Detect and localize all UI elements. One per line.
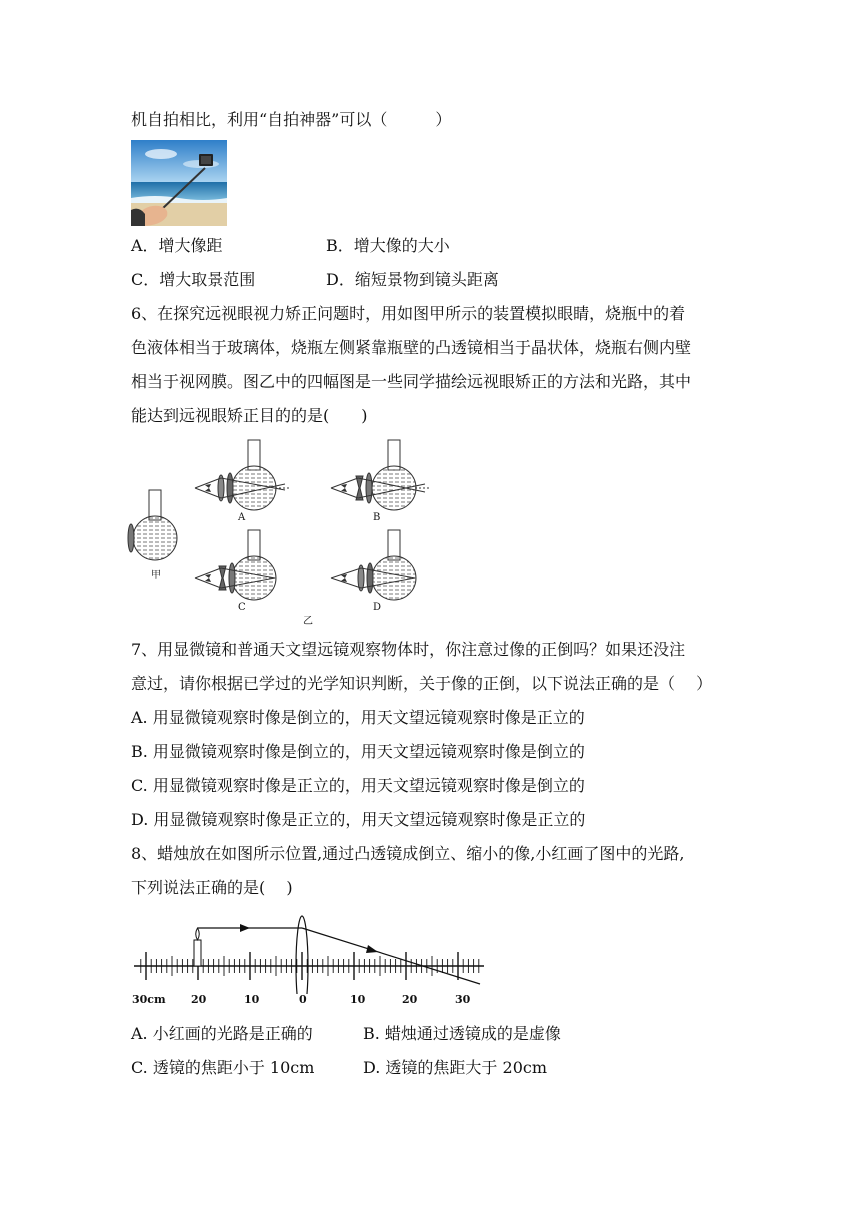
diagram-d — [331, 530, 416, 600]
arrow-incident — [240, 924, 250, 932]
label-yi: 乙 — [303, 616, 313, 627]
ruler-label-20-right: 20 — [402, 993, 418, 1006]
q5-option-c: C．增大取景范围 — [131, 270, 256, 289]
candle-lens-figure — [128, 914, 490, 1010]
eye-correction-figure — [125, 436, 445, 628]
q8-line-1: 8、蜡烛放在如图所示位置,通过凸透镜成倒立、缩小的像,小红画了图中的光路, — [131, 844, 685, 863]
label-b: B — [373, 512, 381, 523]
diagram-c — [195, 530, 276, 600]
q6-line-3: 相当于视网膜。图乙中的四幅图是一些同学描绘远视眼矫正的方法和光路，其中 — [131, 372, 692, 391]
ruler-label-10-right: 10 — [350, 993, 366, 1006]
optical-bench-diagram — [128, 914, 490, 994]
q7-option-c: C. 用显微镜观察时像是正立的，用天文望远镜观察时像是倒立的 — [131, 776, 585, 795]
ruler-label-30cm-left: 30cm — [132, 993, 166, 1006]
ruler-label-20-left: 20 — [191, 993, 207, 1006]
q7-option-d: D. 用显微镜观察时像是正立的，用天文望远镜观察时像是正立的 — [131, 810, 586, 829]
q6-line-1: 6、在探究远视眼视力矫正问题时，用如图甲所示的装置模拟眼睛，烧瓶中的着 — [131, 304, 686, 323]
label-a: A — [238, 512, 246, 523]
q8-line-2: 下列说法正确的是( ) — [131, 878, 293, 897]
selfie-stick-image — [131, 140, 227, 226]
label-d: D — [373, 602, 382, 613]
q5-option-a: A．增大像距 — [131, 236, 223, 255]
ruler-label-0: 0 — [299, 993, 307, 1006]
q8-option-c: C. 透镜的焦距小于 10cm — [131, 1058, 315, 1077]
diagram-a — [195, 440, 290, 510]
q7-option-b: B. 用显微镜观察时像是倒立的，用天文望远镜观察时像是倒立的 — [131, 742, 585, 761]
q7-option-a: A. 用显微镜观察时像是倒立的，用天文望远镜观察时像是正立的 — [131, 708, 585, 727]
q7-line-2: 意过，请你根据已学过的光学知识判断，关于像的正倒，以下说法正确的是（ ） — [131, 674, 713, 693]
q5-option-b: B．增大像的大小 — [326, 236, 450, 255]
arrow-refracted — [366, 945, 378, 953]
q5-stem: 机自拍相比，利用“自拍神器”可以（ ） — [131, 110, 452, 129]
q7-line-1: 7、用显微镜和普通天文望远镜观察物体时，你注意过像的正倒吗？如果还没注 — [131, 640, 686, 659]
q6-line-4: 能达到远视眼矫正目的的是( ) — [131, 406, 368, 425]
label-jia: 甲 — [151, 570, 161, 581]
ruler-label-30-right: 30 — [455, 993, 471, 1006]
q8-option-b: B. 蜡烛通过透镜成的是虚像 — [363, 1024, 561, 1043]
refracted-ray — [302, 928, 480, 984]
q6-line-2: 色液体相当于玻璃体，烧瓶左侧紧靠瓶壁的凸透镜相当于晶状体，烧瓶右侧内壁 — [131, 338, 692, 357]
eye-correction-diagram — [125, 436, 445, 628]
candle — [194, 928, 201, 966]
q8-option-a: A. 小红画的光路是正确的 — [131, 1024, 313, 1043]
flask-jia — [128, 490, 177, 560]
label-c: C — [238, 602, 246, 613]
diagram-b — [331, 440, 430, 510]
q5-option-d: D．缩短景物到镜头距离 — [326, 270, 499, 289]
q8-option-d: D. 透镜的焦距大于 20cm — [363, 1058, 548, 1077]
selfie-stick-photo — [131, 140, 227, 226]
ruler-label-10-left: 10 — [244, 993, 260, 1006]
